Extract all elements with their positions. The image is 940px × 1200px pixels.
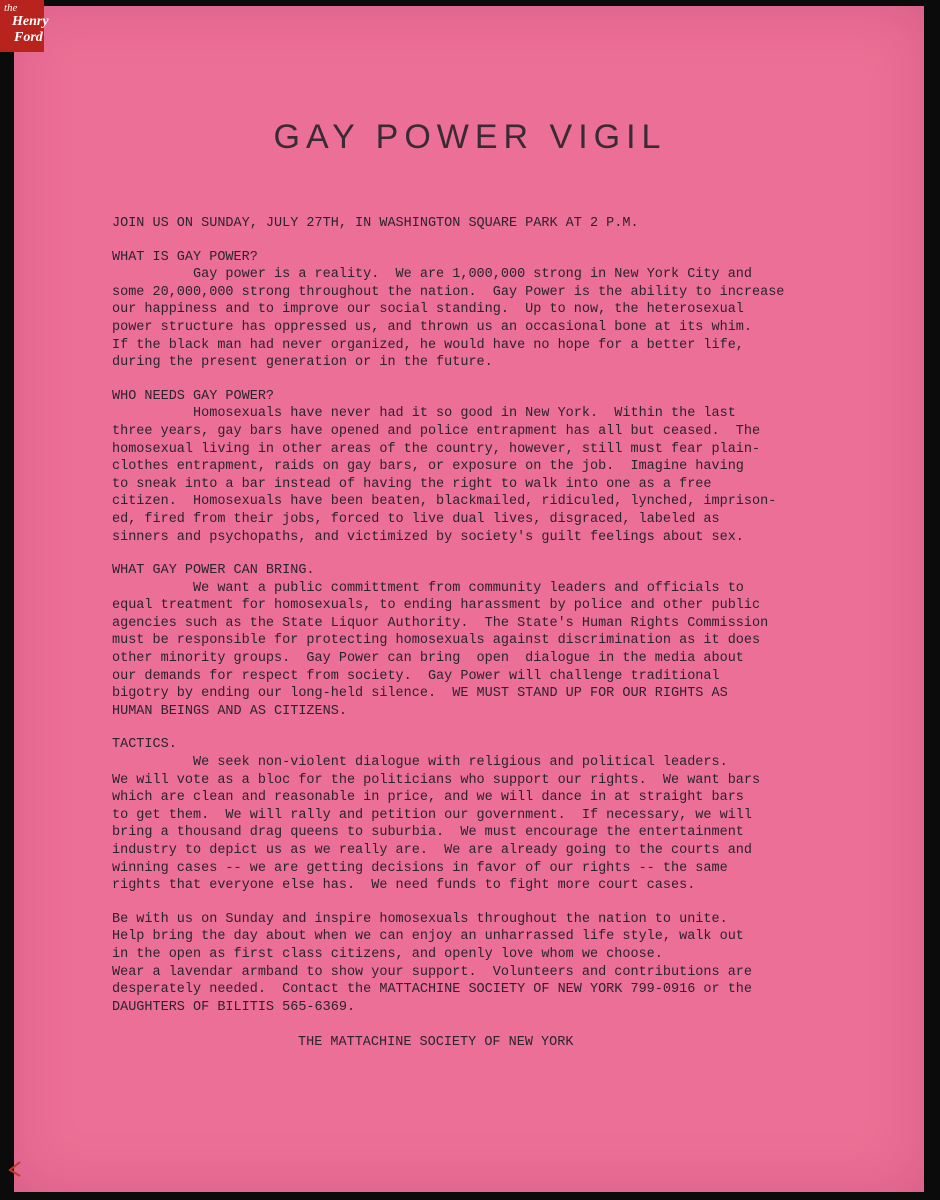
logo-ford: Ford <box>14 30 43 45</box>
section-body: Homosexuals have never had it so good in New York. Within the last three years, gay bars have opened and police entrapment has all but ceased. The homosexual living in other areas of the country, however, still must fear plain- clothes entrapment, raids on gay bars, or exposure on the job. Imagine having to sneak into a bar instead of having the right to walk into one as a free citizen. Homosexuals have been beaten, blackmailed, ridiculed, lynched, imprison- ed, fired from their jobs, forced to live dual lives, disgraced, labeled as sinners and psychopaths, and victimized by society's guilt feelings about sex. <box>112 406 777 545</box>
closing-paragraph: Be with us on Sunday and inspire homosexuals throughout the nation to unite. Help bring the day about when we can enjoy an unharrassed life style, walk out in the open as first class citizens, and openly love whom we choose. Wear a lavendar armband to show your support. Volunteers and contributions are desperately needed. Contact the MATTACHINE SOCIETY OF NEW YORK 799-0916 or the DAUGHTERS OF BILITIS 565-6369. <box>112 911 753 1015</box>
event-announcement: JOIN US ON SUNDAY, JULY 27TH, IN WASHINGTON SQUARE PARK AT 2 P.M. <box>112 216 639 231</box>
flyer-title: GAY POWER VIGIL <box>273 118 667 156</box>
section-body: Gay power is a reality. We are 1,000,000 strong in New York City and some 20,000,000 strong throughout the nation. Gay Power is the ability to increase our happiness and to improve our social standing. Up to now, the heterosexual power structure has oppressed us, and thrown us an occasional bone at its whim. If the black man had never organized, he would have no hope for a better life, during the present generation or in the future. <box>112 267 785 371</box>
logo-the: the <box>4 2 18 14</box>
signature: THE MATTACHINE SOCIETY OF NEW YORK <box>298 1035 574 1051</box>
logo-henry: Henry <box>12 14 49 29</box>
section-heading: TACTICS. <box>112 737 177 753</box>
henry-ford-logo <box>0 0 49 52</box>
section-body: We want a public committment from community leaders and officials to equal treatment for homosexuals, to ending harassment by police and other public agencies such as the State Liquor Authority. The State's Human Rights Commission must be responsible for protecting homosexuals against discrimination as it does other minority groups. Gay Power can bring open dialogue in the media about our demands for respect from society. Gay Power will challenge traditional bigotry by ending our long-held silence. WE MUST STAND UP FOR OUR RIGHTS AS HUMAN BEINGS AND AS CITIZENS. <box>112 580 769 719</box>
flyer-body <box>112 215 872 1052</box>
section-heading: WHO NEEDS GAY POWER? <box>112 388 275 404</box>
corner-chevron-icon <box>6 1160 24 1178</box>
section-body: We seek non-violent dialogue with religious and political leaders. We will vote as a bloc for the politicians who support our rights. We want bars which are clean and reasonable in price, and we will dance in at straight bars to get them. We will rally and petition our government. If necessary, we will bring a thousand drag queens to suburbia. We must encourage the entertainment industry to depict us as we really are. We are already going to the courts and winning cases -- we are getting decisions in favor of our rights -- the same rights that everyone else has. We need funds to fight more court cases. <box>112 755 761 894</box>
section-heading: WHAT IS GAY POWER? <box>112 249 258 265</box>
section-heading: WHAT GAY POWER CAN BRING. <box>112 563 315 579</box>
